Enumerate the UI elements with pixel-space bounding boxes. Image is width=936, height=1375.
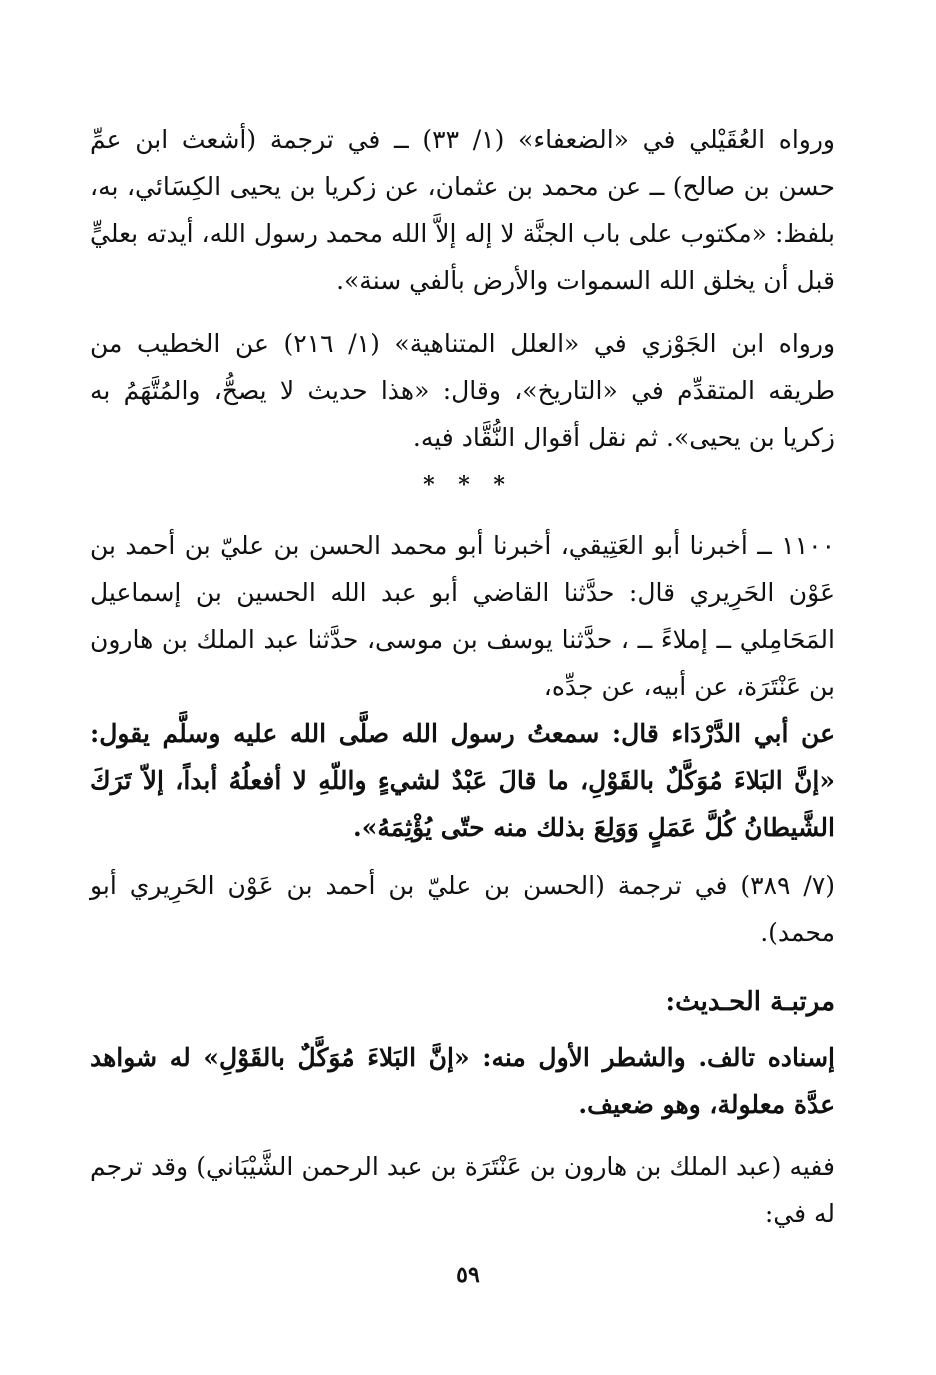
paragraph-hadith-matn: عن أبي الدَّرْدَاء قال: سمعتُ رسول الله صلَّى الله عليه وسلَّم يقول: «إنَّ البَلاءَ مُوَكَّلٌ بالقَوْلِ، ما قالَ عَبْدٌ لشيءٍ واللّهِ لا أفعلُهُ أبداً، إلاّ تَرَكَ الشَّيطانُ كُلَّ عَمَلٍ وَوَلِعَ بذلك منه حتّى يُؤْثِمَهُ».: [90, 719, 835, 842]
hadith-grade-heading: مرتبـة الحـديث:: [665, 987, 835, 1017]
paragraph-grade-verdict: إسناده تالف. والشطر الأول منه: «إنَّ البَلاءَ مُوَكَّلٌ بالقَوْلِ» له شواهد عدَّة معلولة، وهو ضعيف.: [90, 1043, 835, 1119]
section-separator: * * *: [423, 472, 513, 498]
page-number: ٥٩: [456, 1262, 480, 1288]
paragraph-ibn-jawzi: ورواه ابن الجَوْزي في «العلل المتناهية» (١/ ٢١٦) عن الخطيب من طريقه المتقدِّم في «التاريخ»، وقال: «هذا حديث لا يصحُّ، والمُتَّهَمُ به زكريا بن يحيى». ثم نقل أقوال النُّقَّاد فيه.: [90, 329, 836, 452]
paragraph-hadith-isnad: ١١٠٠ ــ أخبرنا أبو العَتِيقي، أخبرنا أبو محمد الحسن بن عليّ بن أحمد بن عَوْن الحَرِيري قال: حدَّثنا القاضي أبو عبد الله الحسين بن إسماعيل المَحَامِلي ــ إملاءً ــ ، حدَّثنا يوسف بن موسى، حدَّثنا عبد الملك بن هارون بن عَنْتَرَة، عن أبيه، عن جدِّه،: [90, 531, 835, 701]
paragraph-source-reference: (٧/ ٣٨٩) في ترجمة (الحسن بن عليّ بن أحمد بن عَوْن الحَرِيري أبو محمد).: [90, 871, 836, 947]
paragraph-uqayli: ورواه العُقَيْلي في «الضعفاء» (١/ ٣٣) ــ في ترجمة (أشعث ابن عمِّ حسن بن صالح) ــ عن محمد بن عثمان، عن زكريا بن يحيى الكِسَائي، به، بلفظ: «مكتوب على باب الجنَّة لا إله إلاَّ الله محمد رسول الله، أيدته بعليٍّ قبل أن يخلق الله السموات والأرض بألفي سنة».: [90, 125, 835, 295]
paragraph-narrator-note: ففيه (عبد الملك بن هارون بن عَنْتَرَة بن عبد الرحمن الشَّيْبَاني) وقد ترجم له في:: [90, 1152, 835, 1228]
